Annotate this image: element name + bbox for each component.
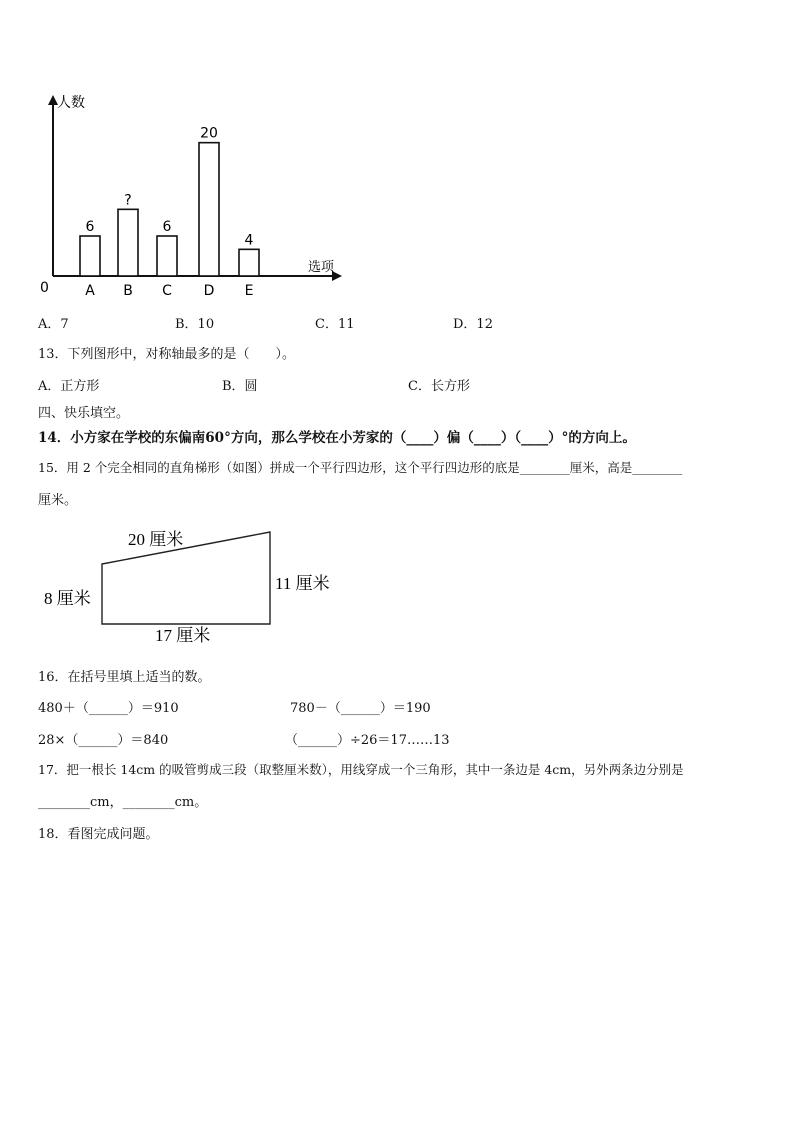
bar-a	[80, 236, 100, 276]
category-label-e: E	[244, 283, 254, 299]
data-label-a: 6	[85, 219, 95, 235]
q13-option-b: B．圆	[222, 379, 258, 394]
category-label-b: B	[123, 283, 133, 299]
q12-option-a: A．7	[38, 317, 69, 332]
q16-item-a: 480＋（______）＝910	[38, 701, 179, 716]
category-label-d: D	[203, 283, 215, 299]
trapezoid-top-label: 20 厘米	[128, 530, 184, 549]
bar-d	[199, 143, 219, 276]
data-label-b: ?	[124, 192, 132, 209]
x-axis-label: 选项	[308, 260, 335, 275]
q17-line1: 17．把一根长 14cm 的吸管剪成三段（取整厘米数），用线穿成一个三角形，其中一条边是 4cm，另外两条边分别是	[38, 762, 684, 777]
q16-stem: 16．在括号里填上适当的数。	[38, 670, 211, 685]
trapezoid-right-label: 11 厘米	[275, 574, 330, 593]
trapezoid-left-label: 8 厘米	[44, 589, 91, 608]
q13-option-c: C．长方形	[408, 379, 470, 394]
data-label-d: 20	[200, 125, 218, 142]
q15-line2: 厘米。	[38, 493, 78, 508]
y-axis-label: 人数	[57, 95, 85, 111]
q16-item-d: （______）÷26＝17……13	[285, 733, 450, 748]
bar-e	[239, 249, 259, 276]
section-heading: 四、快乐填空。	[38, 406, 130, 421]
q16-item-b: 780－（______）＝190	[290, 701, 431, 716]
category-label-c: C	[162, 283, 172, 299]
trapezoid-bottom-label: 17 厘米	[155, 626, 211, 645]
q14-text: 14．小方家在学校的东偏南60°方向，那么学校在小芳家的（____）偏（____）（____）°的方向上。	[38, 430, 636, 446]
trapezoid-figure	[40, 522, 350, 647]
q13-stem: 13．下列图形中，对称轴最多的是（ ）。	[38, 347, 296, 362]
q15-line1: 15．用 2 个完全相同的直角梯形（如图）拼成一个平行四边形，这个平行四边形的底是________厘米，高是________	[38, 460, 683, 475]
category-label-a: A	[85, 283, 95, 299]
q18-text: 18．看图完成问题。	[38, 827, 159, 842]
q12-option-d: D．12	[453, 317, 493, 332]
bar-b	[118, 209, 138, 276]
bar-c	[157, 236, 177, 276]
data-label-c: 6	[162, 219, 172, 235]
q17-line2: ________cm，________cm。	[38, 795, 208, 810]
q12-option-c: C．11	[315, 317, 355, 332]
q12-option-b: B．10	[175, 317, 215, 332]
q13-option-a: A．正方形	[38, 379, 100, 394]
origin-label: 0	[40, 280, 49, 296]
data-label-e: 4	[244, 232, 254, 249]
q16-item-c: 28×（______）＝840	[38, 733, 169, 748]
bar-chart	[30, 85, 360, 305]
